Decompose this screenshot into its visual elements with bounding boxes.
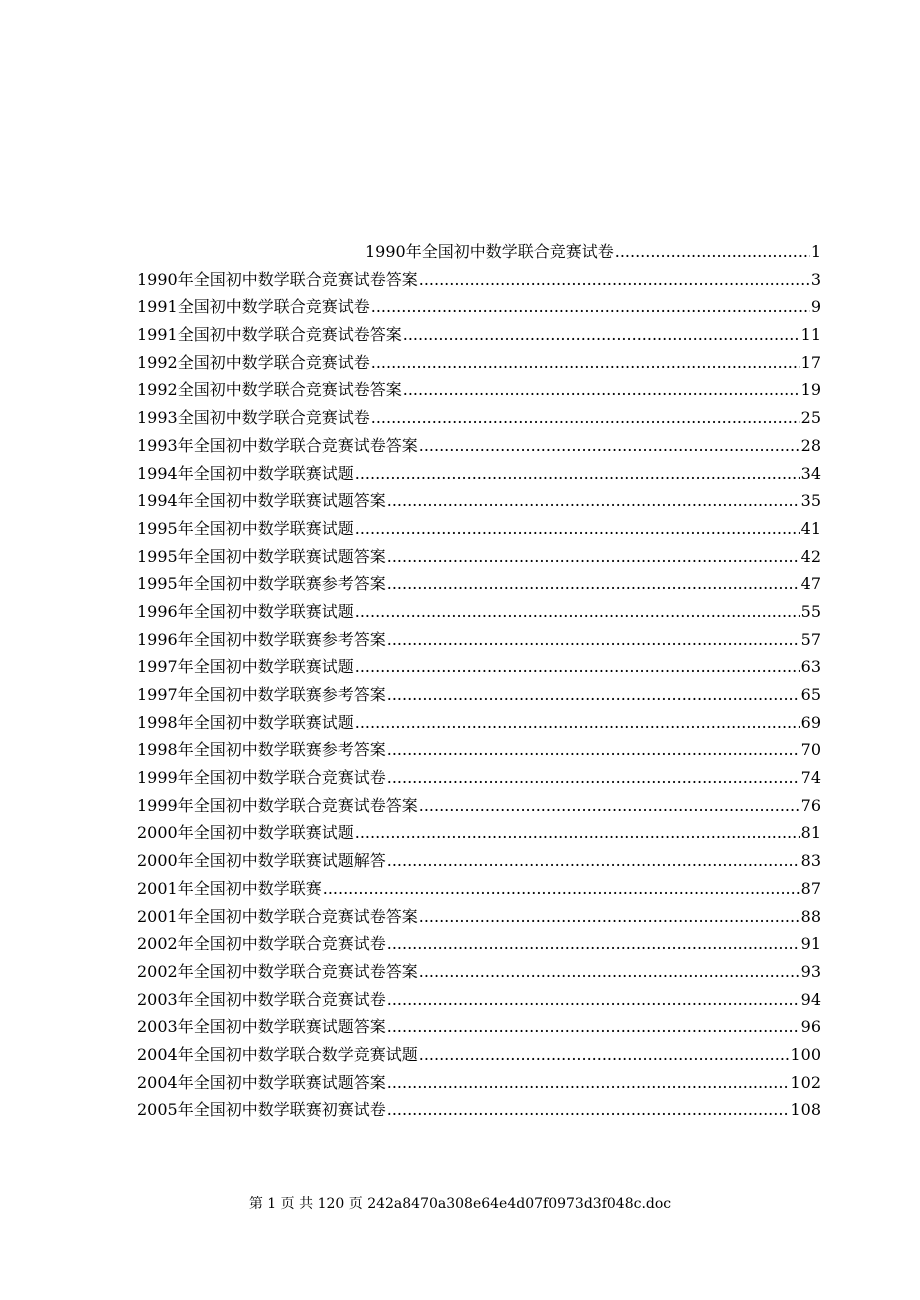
toc-entry[interactable] <box>137 266 821 294</box>
toc-dot-leader <box>355 460 800 488</box>
toc-dot-leader <box>387 626 800 654</box>
toc-entry-page-number: 91 <box>800 934 821 954</box>
toc-dot-leader <box>355 515 800 543</box>
toc-entry-page-number: 17 <box>800 352 821 372</box>
toc-entry-title: 1994年全国初中数学联赛试题 <box>137 463 354 483</box>
table-of-contents <box>137 238 821 1124</box>
toc-dot-leader <box>387 1096 790 1124</box>
toc-entry[interactable] <box>137 903 821 931</box>
toc-entry-page-number: 70 <box>800 740 821 760</box>
toc-dot-leader <box>387 930 800 958</box>
toc-entry-page-number: 100 <box>790 1044 821 1064</box>
toc-dot-leader <box>387 764 800 792</box>
toc-entry-title: 1991全国初中数学联合竞赛试卷 <box>137 297 370 317</box>
toc-entry-title: 1991全国初中数学联合竞赛试卷答案 <box>137 325 402 345</box>
toc-entry-page-number: 55 <box>800 601 821 621</box>
toc-dot-leader <box>419 432 800 460</box>
toc-entry-page-number: 96 <box>800 1017 821 1037</box>
toc-entry-page-number: 81 <box>800 823 821 843</box>
toc-entry-title: 1992全国初中数学联合竞赛试卷答案 <box>137 380 402 400</box>
toc-dot-leader <box>323 875 800 903</box>
toc-entry-title: 2002年全国初中数学联合竞赛试卷答案 <box>137 961 418 981</box>
toc-entry[interactable] <box>137 515 821 543</box>
toc-dot-leader <box>615 238 810 266</box>
toc-entry-title: 1993年全国初中数学联合竞赛试卷答案 <box>137 435 418 455</box>
toc-entry-title: 1993全国初中数学联合竞赛试卷 <box>137 408 370 428</box>
toc-dot-leader <box>387 487 800 515</box>
toc-dot-leader <box>419 266 810 294</box>
toc-entry-title: 1990年全国初中数学联合竞赛试卷答案 <box>137 269 418 289</box>
toc-dot-leader <box>387 1013 800 1041</box>
toc-entry-page-number: 63 <box>800 657 821 677</box>
toc-entry-title: 2003年全国初中数学联合竞赛试卷 <box>137 989 386 1009</box>
toc-entry-title: 2000年全国初中数学联赛试题解答 <box>137 851 386 871</box>
toc-dot-leader <box>403 321 800 349</box>
toc-entry-page-number: 34 <box>800 463 821 483</box>
toc-entry[interactable] <box>137 681 821 709</box>
toc-dot-leader <box>371 349 800 377</box>
toc-dot-leader <box>419 903 800 931</box>
toc-entry-page-number: 69 <box>800 712 821 732</box>
toc-entry-title: 1995年全国初中数学联赛试题 <box>137 518 354 538</box>
toc-entry-page-number: 19 <box>800 380 821 400</box>
toc-dot-leader <box>387 570 800 598</box>
toc-entry-title: 1994年全国初中数学联赛试题答案 <box>137 491 386 511</box>
toc-entry-title: 1990年全国初中数学联合竞赛试卷 <box>365 242 614 261</box>
toc-entry-title: 1998年全国初中数学联赛参考答案 <box>137 740 386 760</box>
toc-entry-page-number: 42 <box>800 546 821 566</box>
toc-entry[interactable] <box>137 349 821 377</box>
toc-entry[interactable] <box>137 598 821 626</box>
toc-entry[interactable] <box>137 404 821 432</box>
toc-entry[interactable] <box>137 736 821 764</box>
toc-entry-title: 2003年全国初中数学联赛试题答案 <box>137 1017 386 1037</box>
toc-entry[interactable] <box>137 1041 821 1069</box>
toc-entry-page-number: 41 <box>800 518 821 538</box>
toc-entry-title: 2004年全国初中数学联赛试题答案 <box>137 1072 386 1092</box>
toc-dot-leader <box>355 709 800 737</box>
toc-entry-page-number: 65 <box>800 685 821 704</box>
toc-entry-title: 1999年全国初中数学联合竞赛试卷 <box>137 768 386 788</box>
toc-entry-page-number: 25 <box>800 408 821 428</box>
toc-dot-leader <box>387 1069 790 1097</box>
toc-entry[interactable] <box>137 653 821 681</box>
toc-entry-page-number: 102 <box>790 1072 821 1092</box>
toc-entry-page-number: 57 <box>800 629 821 649</box>
toc-entry-page-number: 11 <box>800 325 821 345</box>
toc-entry-title: 1996年全国初中数学联赛试题 <box>137 601 354 621</box>
toc-entry-title: 2000年全国初中数学联赛试题 <box>137 823 354 843</box>
toc-entry[interactable] <box>137 1096 821 1124</box>
toc-entry-page-number: 3 <box>810 269 821 289</box>
page-footer: 第 1 页 共 120 页 242a8470a308e64e4d07f0973d3f048c.doc <box>248 1196 672 1212</box>
toc-entry[interactable] <box>137 293 821 321</box>
toc-entry-page-number: 94 <box>800 989 821 1009</box>
toc-entry-page-number: 76 <box>800 795 821 815</box>
toc-dot-leader <box>355 598 800 626</box>
toc-entry[interactable] <box>137 460 821 488</box>
toc-entry[interactable] <box>137 930 821 958</box>
toc-entry[interactable] <box>137 432 821 460</box>
toc-entry[interactable] <box>137 321 821 349</box>
toc-dot-leader <box>403 376 800 404</box>
toc-entry[interactable] <box>137 238 821 266</box>
toc-entry[interactable] <box>137 819 821 847</box>
toc-entry-page-number: 87 <box>800 878 821 898</box>
toc-entry[interactable] <box>137 1069 821 1097</box>
toc-entry-page-number: 9 <box>810 297 821 317</box>
toc-entry-page-number: 47 <box>800 574 821 594</box>
toc-entry[interactable] <box>137 709 821 737</box>
toc-dot-leader <box>387 543 800 571</box>
toc-entry-title: 2001年全国初中数学联合竞赛试卷答案 <box>137 906 418 926</box>
toc-dot-leader <box>355 819 800 847</box>
toc-entry[interactable] <box>137 543 821 571</box>
toc-entry-page-number: 83 <box>800 851 821 871</box>
toc-entry-page-number: 93 <box>800 961 821 981</box>
toc-entry[interactable] <box>137 376 821 404</box>
toc-entry[interactable] <box>137 487 821 515</box>
toc-dot-leader <box>419 792 800 820</box>
toc-entry-title: 1996年全国初中数学联赛参考答案 <box>137 629 386 649</box>
toc-entry[interactable] <box>137 626 821 654</box>
toc-entry-page-number: 74 <box>800 768 821 788</box>
toc-entry[interactable] <box>137 958 821 986</box>
toc-dot-leader <box>387 847 800 875</box>
toc-entry-page-number: 1 <box>810 242 821 261</box>
toc-entry-title: 1997年全国初中数学联赛试题 <box>137 657 354 677</box>
toc-entry[interactable] <box>137 1013 821 1041</box>
toc-entry-title: 2002年全国初中数学联合竞赛试卷 <box>137 934 386 954</box>
toc-entry-title: 1999年全国初中数学联合竞赛试卷答案 <box>137 795 418 815</box>
toc-entry-title: 1992全国初中数学联合竞赛试卷 <box>137 352 370 372</box>
toc-entry-title: 1995年全国初中数学联赛参考答案 <box>137 574 386 594</box>
toc-entry[interactable] <box>137 792 821 820</box>
toc-entry-page-number: 28 <box>800 435 821 455</box>
toc-entry[interactable] <box>137 986 821 1014</box>
toc-entry-page-number: 108 <box>790 1100 821 1120</box>
toc-entry-page-number: 35 <box>800 491 821 511</box>
toc-entry-title: 2005年全国初中数学联赛初赛试卷 <box>137 1100 386 1120</box>
toc-entry-title: 1998年全国初中数学联赛试题 <box>137 712 354 732</box>
toc-entry-page-number: 88 <box>800 906 821 926</box>
toc-entry[interactable] <box>137 847 821 875</box>
toc-entry-title: 1997年全国初中数学联赛参考答案 <box>137 685 386 704</box>
toc-dot-leader <box>387 986 800 1014</box>
toc-entry-title: 2004年全国初中数学联合数学竞赛试题 <box>137 1044 418 1064</box>
toc-entry[interactable] <box>137 570 821 598</box>
toc-dot-leader <box>419 1041 790 1069</box>
toc-entry-title: 2001年全国初中数学联赛 <box>137 878 322 898</box>
toc-entry[interactable] <box>137 875 821 903</box>
toc-entry-title: 1995年全国初中数学联赛试题答案 <box>137 546 386 566</box>
toc-dot-leader <box>371 293 810 321</box>
toc-dot-leader <box>355 653 800 681</box>
toc-dot-leader <box>387 681 800 709</box>
toc-dot-leader <box>371 404 800 432</box>
toc-entry[interactable] <box>137 764 821 792</box>
toc-dot-leader <box>387 736 800 764</box>
toc-dot-leader <box>419 958 800 986</box>
